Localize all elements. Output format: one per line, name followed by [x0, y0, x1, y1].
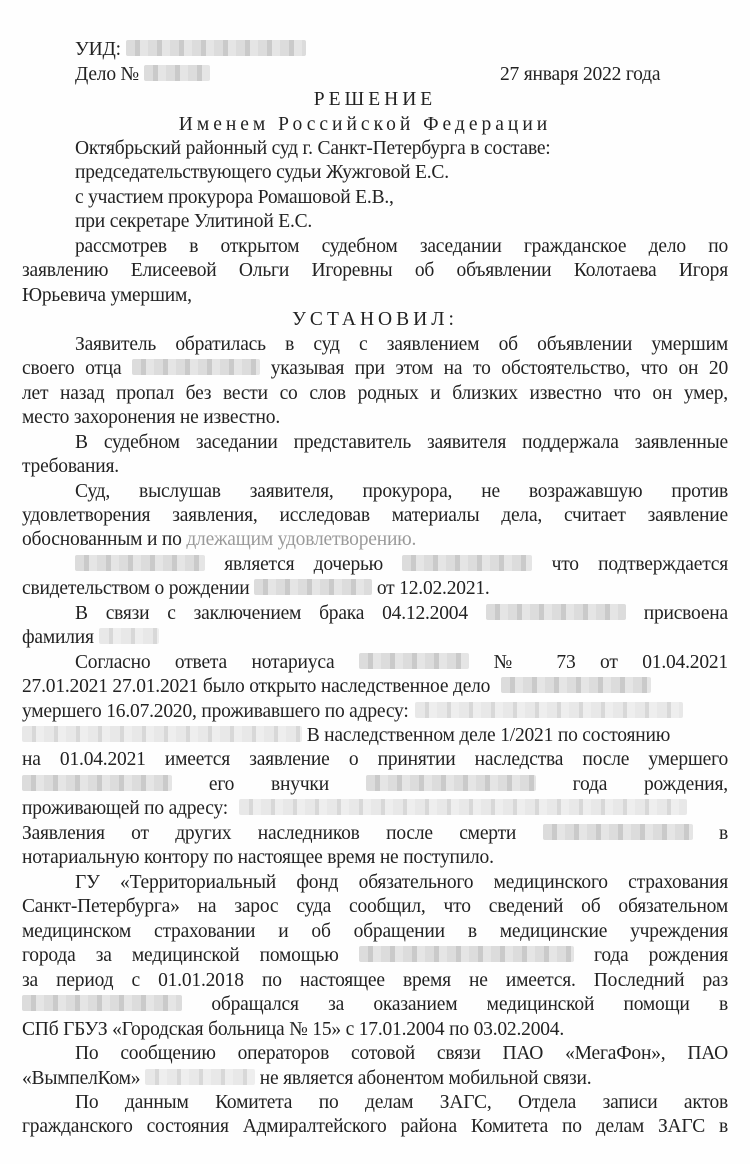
text: 27.01.2021 27.01.2021 было открыто наследственное дело: [22, 676, 491, 697]
p3-line-2: удовлетворения заявления, исследовав материалы дела, считает заявление: [22, 505, 728, 526]
redacted-name-birthdate: [366, 775, 536, 791]
redacted-name: [145, 1069, 255, 1085]
redacted-name: [132, 359, 260, 375]
text: фамилия: [22, 627, 94, 648]
court-line-5: рассмотрев в открытом судебном заседании гражданское дело по: [75, 236, 728, 257]
redacted-case-number: [144, 65, 210, 81]
p6-line-3: [22, 700, 683, 724]
text: в: [718, 823, 728, 844]
text: года рождения: [594, 945, 728, 966]
text: указывая при этом на то обстоятельство, что он 20: [270, 358, 728, 379]
p6-line-8: [22, 822, 728, 846]
p5-line-2: [22, 626, 159, 650]
text: умершего 16.07.2020, проживавшего по адресу:: [22, 701, 409, 722]
text: присвоена: [643, 603, 728, 624]
p7-line-7: СПб ГБУЗ «Городская больница № 15» с 17.01.2004 по 03.02.2004.: [22, 1019, 565, 1040]
p7-line-1: ГУ «Территориальный фонд обязательного медицинского страхования: [75, 872, 728, 893]
text: от 12.02.2021.: [376, 578, 490, 599]
decision-date: 27 января 2022 года: [500, 64, 661, 85]
redacted-address: [22, 726, 302, 742]
p2-line-2: требования.: [22, 456, 119, 477]
p7-line-2: Санкт-Петербурга» на зарос суда сообщил, что сведений об обязательном: [22, 896, 728, 917]
text: города за медицинской помощью: [22, 945, 339, 966]
p7-line-3: медицинском страховании и об обращении в медицинские учреждения: [22, 921, 728, 942]
p5-line-1: [75, 602, 728, 626]
redacted-name: [501, 677, 651, 693]
p3-line-3: [22, 528, 416, 552]
text: обоснованным и по: [22, 529, 182, 550]
redacted-surname: [99, 628, 159, 644]
redacted-uid: [126, 40, 306, 56]
redacted-notary-name: [359, 653, 469, 669]
p1-line-1: Заявитель обратилась в суд с заявлением об объявлении умершим: [75, 334, 728, 355]
redacted-name-birthdate: [22, 995, 182, 1011]
text: проживающей по адресу:: [22, 798, 228, 819]
text: «ВымпелКом»: [22, 1068, 141, 1089]
p2-line-1: В судебном заседании представитель заявителя поддержала заявленные: [75, 432, 728, 453]
text: своего отца: [22, 358, 122, 379]
text: не является абонентом мобильной связи.: [259, 1068, 592, 1089]
faded-text: длежащим удовлетворению.: [186, 529, 417, 550]
text: что подтверждается: [551, 554, 728, 575]
document-subtitle: Именем Российской Федерации: [178, 114, 552, 135]
redacted-name: [22, 775, 172, 791]
p9-line-2: гражданского состояния Адмиралтейского района Комитета по делам ЗАГС в: [22, 1116, 728, 1137]
uid-label: УИД:: [75, 39, 121, 60]
text: В наследственном деле 1/2021 по состоянию: [306, 725, 671, 746]
redacted-name: [402, 555, 532, 571]
section-title: УСТАНОВИЛ:: [292, 309, 458, 330]
p7-line-5: за период с 01.01.2018 по настоящее время не имеется. Последний раз: [22, 970, 728, 991]
p6-line-7: [22, 797, 687, 821]
redacted-certificate-number: [254, 579, 372, 595]
redacted-name: [486, 604, 626, 620]
p8-line-2: [22, 1067, 591, 1091]
p1-line-4: место захоронения не известно.: [22, 407, 281, 428]
case-label: Дело №: [75, 64, 139, 85]
p4-line-1: [75, 553, 728, 577]
court-line-6: заявлению Елисеевой Ольги Игоревны об объявлении Колотаева Игоря: [22, 260, 728, 281]
p6-line-5: на 01.04.2021 имеется заявление о принятии наследства после умершего: [22, 749, 728, 770]
p6-line-6: [22, 773, 728, 797]
redacted-address: [415, 702, 683, 718]
redacted-name-birthdate: [359, 946, 574, 962]
redacted-address: [239, 799, 687, 815]
court-line-7: Юрьевича умершим,: [22, 285, 192, 306]
redacted-name: [543, 824, 693, 840]
case-number-line: [75, 63, 210, 87]
text: Заявления от других наследников после смерти: [22, 823, 517, 844]
text: его внучки: [208, 774, 329, 795]
text: № 73 от 01.04.2021: [493, 652, 728, 673]
text: свидетельством о рождении: [22, 578, 250, 599]
text: Согласно ответа нотариуса: [75, 652, 335, 673]
redacted-name: [75, 555, 205, 571]
text: В связи с заключением брака 04.12.2004: [75, 603, 468, 624]
document-title: РЕШЕНИЕ: [313, 89, 437, 110]
court-line-1: Октябрьский районный суд г. Санкт-Петербурга в составе:: [75, 138, 551, 159]
p1-line-2: [22, 357, 728, 381]
text: является дочерью: [224, 554, 384, 575]
p7-line-6: [22, 993, 728, 1017]
p7-line-4: [22, 944, 728, 968]
p6-line-2: [22, 675, 651, 699]
text: года рождения,: [572, 774, 728, 795]
p8-line-1: По сообщению операторов сотовой связи ПАО «МегаФон», ПАО: [75, 1043, 728, 1064]
court-line-2: председательствующего судьи Жужговой Е.С.: [75, 162, 449, 183]
p6-line-9: нотариальную контору по настоящее время не поступило.: [22, 847, 494, 868]
text: обращался за оказанием медицинской помощи в: [211, 994, 728, 1015]
p6-line-1: [75, 651, 728, 675]
p9-line-1: По данным Комитета по делам ЗАГС, Отдела записи актов: [75, 1092, 728, 1113]
court-line-3: с участием прокурора Ромашовой Е.В.,: [75, 187, 394, 208]
p4-line-2: [22, 577, 490, 601]
p3-line-1: Суд, выслушав заявителя, прокурора, не возражавшую против: [75, 481, 728, 502]
p6-line-4: [22, 724, 670, 748]
uid-line: [75, 38, 306, 62]
p1-line-3: лет назад пропал без вести со слов родных и близких известно что он умер,: [22, 383, 728, 404]
court-line-4: при секретаре Улитиной Е.С.: [75, 211, 313, 232]
